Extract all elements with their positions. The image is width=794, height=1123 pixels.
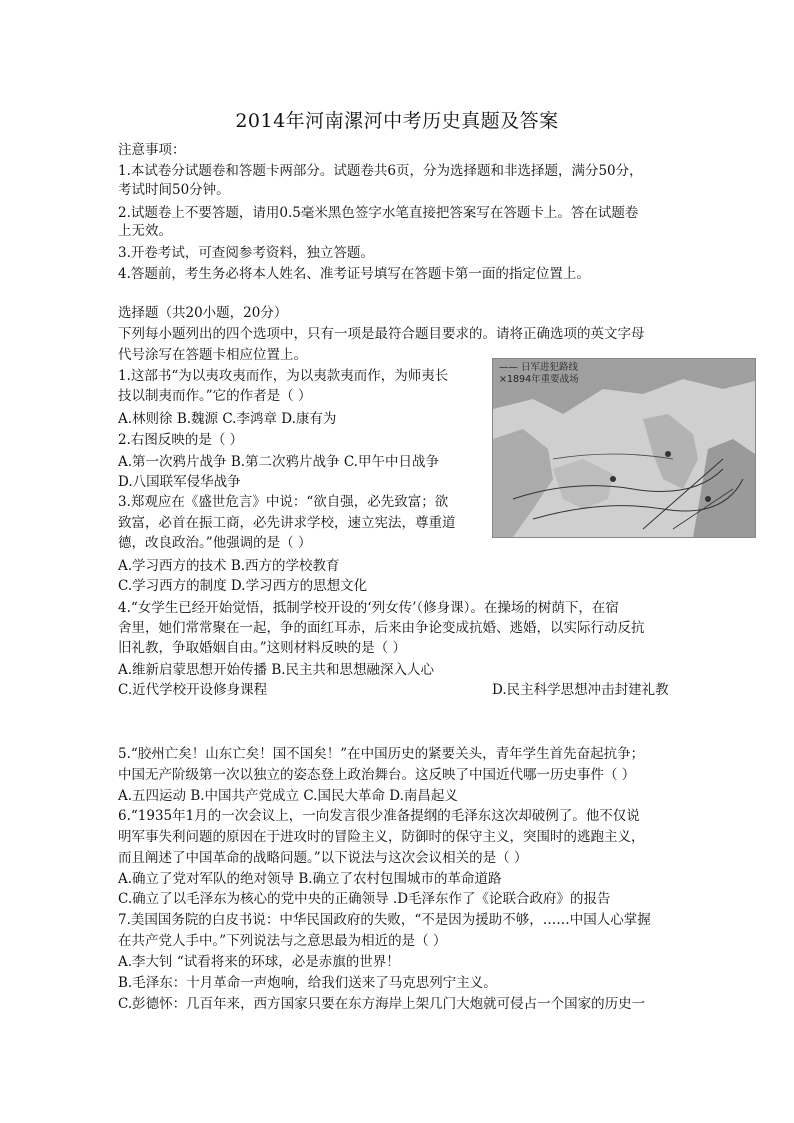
question-3-options: A.学习西方的技术 B.西方的学校教育 bbox=[118, 558, 340, 574]
question-3-options: C.学习西方的制度 D.学习西方的思想文化 bbox=[118, 578, 368, 594]
question-1-options: A.林则徐 B.魏源 C.李鸿章 D.康有为 bbox=[118, 411, 337, 427]
question-3: 致富，必首在振工商，必先讲求学校，速立宪法，尊重道 bbox=[118, 515, 456, 531]
question-6-options: A.确立了党对军队的绝对领导 B.确立了农村包围城市的革命道路 bbox=[118, 871, 502, 887]
question-7-option-c: C.彭德怀：几百年来，西方国家只要在东方海岸上架几门大炮就可侵占一个国家的历史一 bbox=[118, 996, 646, 1012]
notice-line: 上无效。 bbox=[118, 223, 172, 239]
war-map-image bbox=[492, 358, 756, 538]
question-1: 技以制夷而作。”它的作者是（ ） bbox=[118, 388, 312, 404]
notice-line: 1.本试卷分试题卷和答题卡两部分。试题卷共6页，分为选择题和非选择题，满分50分， bbox=[118, 163, 643, 179]
question-6: 明军事失利问题的原因在于进攻时的冒险主义，防御时的保守主义，突围时的逃跑主义， bbox=[118, 829, 645, 845]
section-intro: 代号涂写在答题卡相应位置上。 bbox=[118, 347, 307, 363]
question-2: 2.右图反映的是（ ） bbox=[118, 432, 244, 448]
question-2-options: D.八国联军侵华战争 bbox=[118, 474, 241, 490]
page-title: 2014年河南漯河中考历史真题及答案 bbox=[235, 110, 559, 132]
question-4: 4.“女学生已经开始觉悟，抵制学校开设的‘列女传’（修身课）。在操场的树荫下，在宿 bbox=[118, 600, 619, 616]
notice-line: 2.试题卷上不要答题，请用0.5毫米黑色签字水笔直接把答案写在答题卡上。答在试题卷 bbox=[118, 205, 639, 221]
question-7-option-b: B.毛泽东：十月革命一声炮响，给我们送来了马克思列宁主义。 bbox=[118, 975, 497, 991]
question-2-options: A.第一次鸦片战争 B.第二次鸦片战争 C.甲午中日战争 bbox=[118, 454, 439, 470]
question-4-options: A.维新启蒙思想开始传播 B.民主共和思想融深入人心 bbox=[118, 662, 435, 678]
notice-heading: 注意事项： bbox=[118, 142, 186, 158]
question-3: 3.郑观应在《盛世危言》中说：“欲自强，必先致富；欲 bbox=[118, 494, 449, 510]
section-intro: 下列每小题列出的四个选项中，只有一项是最符合题目要求的。请将正确选项的英文字母 bbox=[118, 326, 645, 342]
question-5-options: A.五四运动 B.中国共产党成立 C.国民大革命 D.南昌起义 bbox=[118, 788, 458, 804]
question-4-option-c: C.近代学校开设修身课程 bbox=[118, 682, 268, 698]
section-heading: 选择题（共20小题，20分） bbox=[118, 305, 288, 321]
question-4: 旧礼教，争取婚姻自由。”这则材料反映的是（ ） bbox=[118, 640, 406, 656]
question-7: 在共产党人手中。”下列说法与之意思最为相近的是（ ） bbox=[118, 933, 447, 949]
question-7: 7.美国国务院的白皮书说：中华民国政府的失败，“不是因为援助不够，……中国人心掌握 bbox=[118, 912, 651, 928]
question-4-option-d: D.民主科学思想冲击封建礼教 bbox=[492, 682, 669, 698]
notice-line: 4.答题前，考生务必将本人姓名、准考证号填写在答题卡第一面的指定位置上。 bbox=[118, 266, 590, 282]
question-7-option-a: A.李大钊 “试看将来的环球，必是赤旗的世界！ bbox=[118, 954, 400, 970]
question-3: 德，改良政治。”他强调的是（ ） bbox=[118, 535, 312, 551]
map-legend bbox=[499, 362, 579, 386]
map-legend-battle: ×1894年重要战场 bbox=[499, 374, 579, 385]
question-6: 而且阐述了中国革命的战略问题。”以下说法与这次会议相关的是（ ） bbox=[118, 850, 528, 866]
question-5: 中国无产阶级第一次以独立的姿态登上政治舞台。这反映了中国近代哪一历史事件（ ） bbox=[118, 767, 636, 783]
map-legend-route: —— 日军进犯路线 bbox=[499, 362, 579, 373]
question-1: 1.这部书“为以夷攻夷而作，为以夷款夷而作，为师夷长 bbox=[118, 368, 449, 384]
question-6-options: C.确立了以毛泽东为核心的党中央的正确领导 .D毛泽东作了《论联合政府》的报告 bbox=[118, 891, 611, 907]
question-6: 6.“1935年1月的一次会议上，一向发言很少准备提纲的毛泽东这次却破例了。他不仅说 bbox=[118, 808, 640, 824]
notice-line: 考试时间50分钟。 bbox=[118, 182, 230, 198]
question-5: 5.“胶州亡矣！山东亡矣！国不国矣！”在中国历史的紧要关头，青年学生首先奋起抗争； bbox=[118, 746, 645, 762]
question-4: 舍里，她们常常聚在一起，争的面红耳赤，后来由争论变成抗婚、逃婚，以实际行动反抗 bbox=[118, 620, 645, 636]
notice-line: 3.开卷考试，可查阅参考资料，独立答题。 bbox=[118, 245, 374, 261]
